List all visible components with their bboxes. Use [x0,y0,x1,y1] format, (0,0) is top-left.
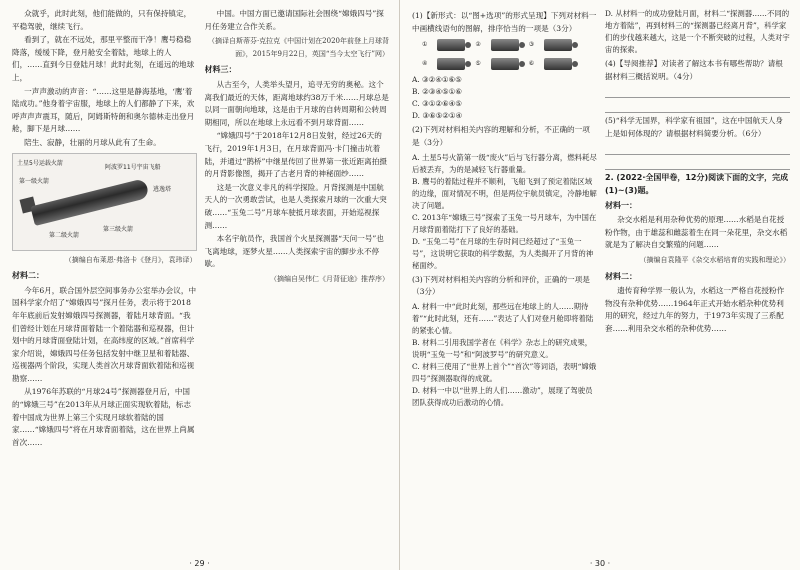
option-b: B. 鹰号的着陆过程并不顺利，飞船飞到了预定着陆区域的边缘，面对情况不明，但是两位宇航员镇定，冷静地解决了问题。 [412,176,597,210]
option-d: D. 材料一中以“世界上的人们……激动”，展现了驾驶员团队获得成功后激动的心情。 [412,385,593,407]
page-number: · 29 · [189,559,210,568]
diagram-label: ③ [528,41,535,49]
left-column-1 [12,8,197,556]
paragraph: 一声声激动的声音：“……这里是静海基地，‘鹰’着陆成功。”他身着宇宙服，地球上的人们都静了下来，欢呼声声声震耳，随后，阿姆斯特朗和奥尔德林走出登月舱，脚下是月球…… [12,86,195,134]
material-heading: 材料一： [605,200,637,210]
paragraph: 从1976年苏联的“月球24号”探测器登月后，中国的“嫦娥三号”在2013年从月球正面实现软着陆，标志着中国成为世界上第三个实现月球软着陆的国家……“嫦娥四号”将在月球背面着陆，这在世界上尚属首次…… [12,387,195,447]
diagram-label: ④ [422,59,428,67]
right-page [400,0,800,570]
rocket-label: 逃逸塔 [153,185,172,193]
options-block [412,74,597,122]
paragraph: 杂交水稻是利用杂种优势的原理……水稻是自花授粉作物，由于雄蕊和雌蕊着生在同一朵花里，杂交水稻就是为了解决自交繁殖的问题…… [605,215,788,250]
diagram-label: ⑤ [475,59,481,67]
question-1: (1)【新形式：以“图+选项”的形式呈现】下列对材料一中画横线语句的图解，排序恰当的一项是（3分） [412,11,597,33]
paragraph: 这是一次意义非凡的科学探险。月背探测是中国航天人的一次勇敢尝试，也是人类探索月球的一次重大突破……“玉兔二号”月球车驶抵月球表面，开始巡视探测…… [204,182,387,230]
diagram-row [422,58,597,71]
option-b: B. 材料二引用我国学者在《科学》杂志上的研究成果，说明“玉兔一号”和“阿波罗号”的研究意义。 [412,337,593,359]
module-shape [437,39,465,51]
question-heading: 2. (2022·全国甲卷，12分)阅读下面的文字，完成(1)~(3)题。 [605,173,789,195]
answer-line[interactable] [605,142,790,155]
question-3: (3)下列对材料相关内容的分析和评价，正确的一项是（3分） [412,274,590,297]
option-d: D. “玉兔二号”在月球的生存时间已经超过了“玉兔一号”，这说明它获取的科学数据，为人类揭开了月背的神秘面纱。 [412,236,594,270]
option-a: A. ③②④①⑥⑤ [412,75,462,85]
source-citation: （摘编自吴伟仁《月背征途》推荐序） [270,274,389,283]
module-shape [437,58,465,70]
rocket-label: 阿波罗11号宇宙飞船 [105,163,161,171]
option-c: C. 2013年“嫦娥三号”探索了玉兔一号月球车，为中国在月球背面着陆打下了良好的基础。 [412,212,597,234]
options-block [412,152,597,272]
option-b: B. ②③④⑤①⑥ [412,87,462,97]
option-a: A. 材料一中“此时此刻，那些远在地球上的人……期待着”“此时此刻，还有……”表达了人们对登月舱即将着陆的紧张心情。 [412,301,594,335]
source-citation: （摘编自袁隆平《杂交水稻培育的实践和理论》） [639,255,790,264]
paragraph: 遗传育种学界一般认为，水稻这一严格自花授粉作物没有杂种优势……1964年正式开始水稻杂种优势利用的研究，经过九年的努力，于1973年实现了三系配套……利用杂交水稻的杂种优势…… [605,286,785,333]
module-shape [491,39,519,51]
answer-line[interactable] [605,157,790,170]
paragraph: 众就乎，此时此刻，他们能做的，只有保持镇定，平稳驾驶，继续飞行。 [12,9,192,31]
option-c: C. 材料三使用了“世界上首个”“首次”等词语，表明“嫦娥四号”探测器取得的成就。 [412,361,597,383]
paragraph: 陪生、寂静，壮丽的月球从此有了生命。 [24,137,161,147]
paragraph: 中国。中国方面已邀请国际社会围绕“嫦娥四号”探月任务建立合作关系。 [204,9,384,31]
diagram-label: ① [422,41,428,49]
right-column-1 [412,8,597,556]
answer-line[interactable] [605,85,790,98]
option-d-continued: D. 从材料一的成功登陆月面，材料二“探测器……不同的地方着陆”，再到材料三的“探测器已经离月背”，科学家们的步伐越来越大，这是一个不断突破的过程，人类对宇宙的探索。 [605,9,790,54]
source-citation: （摘译自斯蒂芬·克拉克《中国计划在2020年前登上月球背面》，2015年9月22日，英国“当今太空飞行”网） [207,37,389,58]
module-shape [544,58,572,70]
left-column-2 [205,8,390,556]
question-5: (5)“科学无国界，科学家有祖国”，这在中国航天人身上是如何体现的？请根据材料简要分析。（6分） [605,116,783,138]
page-number: · 30 · [589,559,611,568]
material-heading: 材料三： [204,65,237,75]
rocket-label: 第二级火箭 [49,231,80,239]
rocket-label: 第一级火箭 [19,177,50,185]
diagram-label: ⑥ [528,59,535,67]
rocket-illustration [12,153,197,251]
question-4: (4)【导阅推荐】对读者了解这本书有哪些帮助？请根据材料三概括说明。（4分） [605,59,783,81]
paragraph: 从古至今，人类举头望月，追寻无穷的奥秘。这个离我们最近的天体，距离地球约38万千米……月球总是以同一面朝向地球，这是由于月球的自转周期和公转周期相同，所以在地球上永远看不到月球背面…… [204,79,389,127]
option-a: A. 土星5号火箭第一级“废火”后与飞行器分离，燃料耗尽后被丢弃，为的是减轻飞行器重量。 [412,152,597,174]
option-c: C. ③①②⑥④⑤ [412,99,462,109]
module-shape [491,58,519,70]
paragraph: 本名宇航员作，我国首个火星探测器“天问一号”也飞离地球，逐梦火星……人类探索宇宙的脚步永不停歇。 [204,234,384,269]
paragraph: 看到了，就在不远处，那里平整而干净！鹰号稳稳降落，缓缓下降，登月舱安全着陆，地球上的人们，……直到今日登陆月球！此时此刻，在遥远的地球上， [12,35,195,82]
rocket-stage-diagram [422,39,597,70]
rocket-label: 第三级火箭 [103,225,134,233]
source-citation: （摘编自布莱恩·弗洛卡《登月》，袁玮译） [64,255,197,264]
paragraph: “嫦娥四号”于2018年12月8日发射，经过26天的飞行，2019年1月3日，在月球背面冯·卡门撞击坑着陆，并通过“鹊桥”中继星传回了世界第一张近距离拍摄的月背影像图，揭开了古老月背的神秘面纱…… [204,131,387,179]
material-heading: 材料二： [12,271,44,281]
diagram-row [422,39,597,52]
paragraph: 今年6月，联合国外层空间事务办公室举办会议，中国科学家介绍了“嫦娥四号”探月任务，表示将于2018年年底前后发射嫦娥四号探测器，着陆月球背面。“我们曾经计划在月球背面着陆一个着陆器和巡视器，但计划中的月球背面登陆计划，在高纬度的区域。”首席科学家介绍说，嫦娥四号任务包括发射中继卫星和着陆器、巡视器两个阶段，实现人类首次月球背面软着陆和巡视勘察…… [12,285,197,383]
module-shape [544,39,572,51]
answer-line[interactable] [605,100,790,113]
material-heading: 材料二： [605,271,637,281]
right-column-2 [605,8,790,556]
options-block [412,301,597,409]
question-2: (2)下列对材料相关内容的理解和分析，不正确的一项是（3分） [412,125,590,147]
option-d: D. ③⑥⑤②①④ [412,111,463,121]
diagram-label: ② [475,41,481,49]
rocket-label: 土星5号运载火箭 [17,159,63,167]
